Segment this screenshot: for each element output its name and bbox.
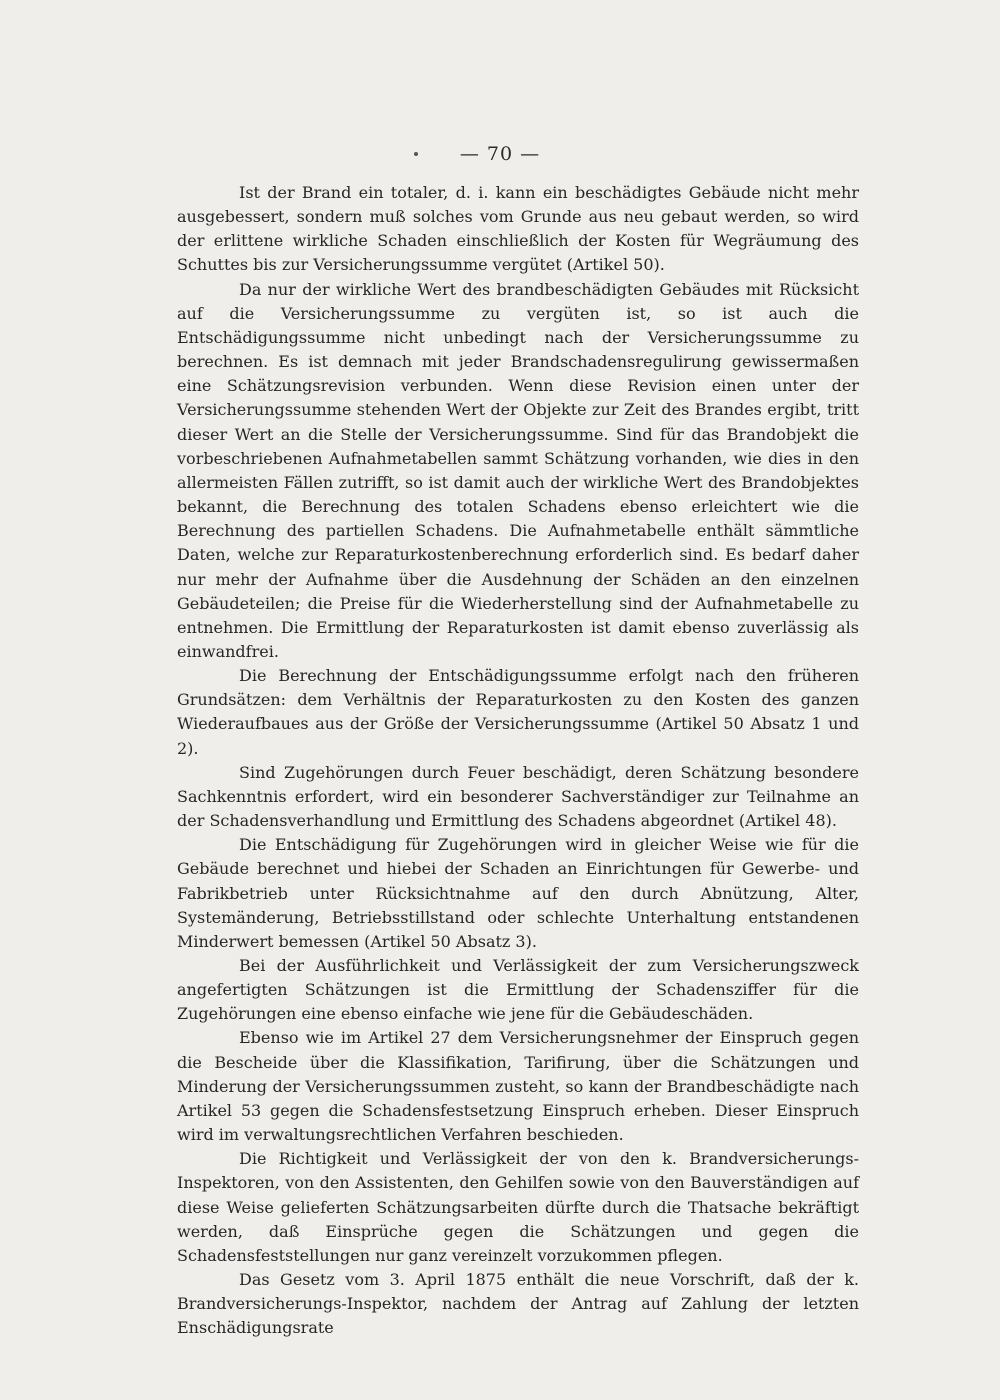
paragraph-2: Da nur der wirkliche Wert des brandbeschädigten Gebäudes mit Rücksicht auf die Versicherungssumme zu vergüten ist, so ist auch die Entschädigungssumme nicht unbedingt nach der Versicherungssumme zu berechnen. Es ist demnach mit jeder Brandschadensregulirung gewissermaßen eine Schätzungsrevision verbunden. Wenn diese Revision einen unter der Versicherungssumme stehenden Wert der Objekte zur Zeit des Brandes ergibt, tritt dieser Wert an die Stelle der Versicherungssumme. Sind für das Brandobjekt die vorbeschriebenen Aufnahmetabellen sammt Schätzung vorhanden, wie dies in den allermeisten Fällen zutrifft, so ist damit auch der wirkliche Wert des Brandobjektes bekannt, die Berechnung des totalen Schadens ebenso erleichtert wie die Berechnung des partiellen Schadens. Die Aufnahmetabelle enthält sämmtliche Daten, welche zur Reparaturkostenberechnung erforderlich sind. Es bedarf daher nur mehr der Aufnahme über die Ausdehnung der Schäden an den einzelnen Gebäudeteilen; die Preise für die Wiederherstellung sind der Aufnahmetabelle zu entnehmen. Die Ermittlung der Reparaturkosten ist damit ebenso zuverlässig als einwandfrei. (177, 279, 859, 661)
page-body-text (177, 181, 859, 1341)
page-number: — 70 — (459, 143, 541, 165)
paragraph-7: Ebenso wie im Artikel 27 dem Versicherungsnehmer der Einspruch gegen die Bescheide über die Klassifikation, Tarifirung, über die Schätzungen und Minderung der Versicherungssummen zusteht, so kann der Brandbeschädigte nach Artikel 53 gegen die Schadensfestsetzung Einspruch erheben. Dieser Einspruch wird im verwaltungsrechtlichen Verfahren beschieden. (177, 1028, 859, 1145)
paragraph-4: Sind Zugehörungen durch Feuer beschädigt, deren Schätzung besondere Sachkenntnis erfordert, wird ein besonderer Sachverständiger zur Teilnahme an der Schadensverhandlung und Ermittlung des Schadens abgeordnet (Artikel 48). (177, 762, 859, 831)
paragraph-1: Ist der Brand ein totaler, d. i. kann ein beschädigtes Gebäude nicht mehr ausgebessert, sondern muß solches vom Grunde aus neu gebaut werden, so wird der erlittene wirkliche Schaden einschließlich der Kosten für Wegräumung des Schuttes bis zur Versicherungssumme vergütet (Artikel 50). (177, 183, 859, 275)
paragraph-6: Bei der Ausführlichkeit und Verlässigkeit der zum Versicherungszweck angefertigten Schätzungen ist die Ermittlung der Schadensziffer für die Zugehörungen eine ebenso einfache wie jene für die Gebäudeschäden. (177, 956, 859, 1024)
paragraph-3: Die Berechnung der Entschädigungssumme erfolgt nach den früheren Grundsätzen: dem Verhältnis der Reparaturkosten zu den Kosten des ganzen Wiederaufbaues aus der Größe der Versicherungssumme (Artikel 50 Absatz 1 und 2). (177, 666, 859, 758)
paragraph-8: Die Richtigkeit und Verlässigkeit der von den k. Brandversicherungs-Inspektoren, von den Assistenten, den Gehilfen sowie von den Bauverständigen auf diese Weise gelieferten Schätzungsarbeiten dürfte durch die Thatsache bekräftigt werden, daß Einsprüche gegen die Schätzungen und gegen die Schadensfeststellungen nur ganz vereinzelt vorzukommen pflegen. (177, 1149, 859, 1265)
paragraph-5: Die Entschädigung für Zugehörungen wird in gleicher Weise wie für die Gebäude berechnet und hiebei der Schaden an Einrichtungen für Gewerbe- und Fabrikbetrieb unter Rücksichtnahme auf den durch Abnützung, Alter, Systemänderung, Betriebsstillstand oder schlechte Unterhaltung entstandenen Minderwert bemessen (Artikel 50 Absatz 3). (177, 835, 859, 951)
paragraph-9: Das Gesetz vom 3. April 1875 enthält die neue Vorschrift, daß der k. Brandversicherungs-Inspektor, nachdem der Antrag auf Zahlung der letzten Enschädigungsrate (177, 1270, 859, 1338)
